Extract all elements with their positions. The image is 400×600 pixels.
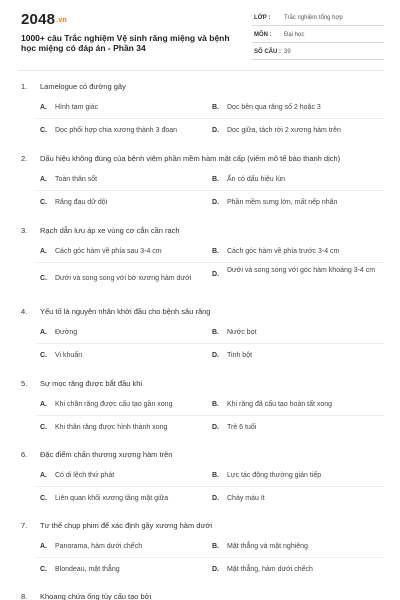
option-divider (35, 343, 384, 344)
meta-row-count (252, 45, 384, 60)
question-text: Khoang chứa ống tủy cấu tạo bởi (40, 592, 152, 600)
question-text: Lamelogue có đường gãy (40, 82, 126, 91)
option-text: Mặt thẳng và mặt nghiêng (227, 543, 308, 550)
meta-row-subject (252, 28, 384, 43)
option-text: Dưới và song song với bờ xương hàm dưới (55, 275, 192, 282)
question-number: 6. (21, 450, 28, 459)
option-divider (35, 118, 384, 119)
option-letter: A. (40, 472, 47, 479)
option-letter: B. (212, 401, 219, 408)
option-text: Dọc giữa, tách rời 2 xương hàm trên (227, 127, 341, 134)
document-header (0, 0, 400, 68)
option-letter: C. (40, 199, 47, 206)
question-number: 5. (21, 379, 28, 388)
option-text: Cách góc hàm về phía sau 3-4 cm (55, 248, 162, 255)
option-letter: B. (212, 472, 219, 479)
question-text: Tư thế chụp phim để xác định gãy xương hàm dưới (40, 521, 213, 530)
option-text: Khi chân răng được cấu tạo gần xong (55, 401, 173, 408)
meta-key: MÔN : (254, 32, 272, 38)
option-d[interactable] (212, 123, 372, 141)
option-a[interactable] (40, 244, 200, 262)
option-a[interactable] (40, 325, 200, 343)
option-text: Chảy máu ít (227, 495, 265, 502)
option-text: Khi răng đã cấu tạo hoàn tất xong (227, 401, 333, 408)
option-text: Hình tam giác (55, 104, 99, 111)
option-d[interactable] (212, 348, 372, 366)
option-letter: A. (40, 401, 47, 408)
meta-value: Đại học (284, 32, 305, 38)
option-text: Phần mềm sưng lớn, mất nếp nhăn (227, 199, 338, 206)
option-text: Đường (55, 329, 78, 336)
question-number: 7. (21, 521, 28, 530)
option-text: Cách góc hàm về phía trước 3-4 cm (227, 248, 340, 255)
option-letter: D. (212, 199, 219, 206)
option-letter: C. (40, 352, 47, 359)
option-letter: D. (212, 127, 219, 134)
option-d[interactable] (212, 195, 372, 213)
logo-suffix: .vn (56, 17, 67, 24)
option-c[interactable] (40, 348, 200, 366)
meta-key: LỚP : (254, 15, 271, 21)
option-text: Dọc bên qua răng số 2 hoặc 3 (227, 104, 321, 111)
option-divider (35, 262, 384, 263)
option-text: Mặt thẳng, hàm dưới chếch (227, 566, 313, 573)
option-a[interactable] (40, 468, 200, 486)
option-letter: A. (40, 543, 47, 550)
question-text: Đặc điểm chấn thương xương hàm trên (40, 450, 173, 459)
option-letter: A. (40, 176, 47, 183)
option-letter: C. (40, 424, 47, 431)
option-letter: C. (40, 275, 47, 282)
option-letter: A. (40, 104, 47, 111)
option-text: Dưới và song song với góc hàm khoảng 3-4 cm (227, 267, 376, 274)
option-c[interactable] (40, 271, 200, 289)
option-text: Panorama, hàm dưới chếch (55, 543, 143, 550)
question-number: 2. (21, 154, 28, 163)
site-logo[interactable] (21, 11, 67, 28)
option-text: Dọc phối hợp chia xương thành 3 đoạn (55, 127, 178, 134)
meta-value: 39 (284, 49, 291, 55)
option-divider (35, 486, 384, 487)
option-text: Khi thân răng được hình thành xong (55, 424, 168, 431)
option-text: Trẻ 6 tuổi (227, 424, 257, 431)
option-d[interactable] (212, 491, 372, 509)
option-letter: D. (212, 424, 219, 431)
option-letter: D. (212, 495, 219, 502)
document-title: 1000+ câu Trắc nghiệm Vệ sinh răng miệng và bệnh học miệng có đáp án - Phần 34 (21, 33, 230, 53)
option-c[interactable] (40, 123, 200, 141)
option-text: Liên quan khối xương tầng mặt giữa (55, 495, 169, 502)
option-letter: D. (212, 566, 219, 573)
option-b[interactable] (212, 325, 372, 343)
logo-text: 2048 (21, 11, 56, 28)
question-number: 1. (21, 82, 28, 91)
option-b[interactable] (212, 468, 372, 486)
option-a[interactable] (40, 100, 200, 118)
option-a[interactable] (40, 172, 200, 190)
option-c[interactable] (40, 420, 200, 438)
option-letter: B. (212, 176, 219, 183)
option-b[interactable] (212, 172, 372, 190)
option-letter: A. (40, 248, 47, 255)
question-text: Sự mọc răng được bắt đầu khi (40, 379, 143, 388)
meta-key: SỐ CÂU : (254, 49, 281, 55)
option-letter: B. (212, 248, 219, 255)
option-text: Răng đau dữ dội (55, 199, 108, 206)
option-c[interactable] (40, 562, 200, 580)
question-text: Dấu hiệu không đúng của bệnh viêm phần mềm hàm mặt cấp (viêm mô tế bào thanh dịch) (40, 154, 341, 163)
option-b[interactable] (212, 100, 372, 118)
option-text: Nước bọt (227, 329, 257, 336)
option-d[interactable] (212, 266, 376, 284)
option-letter: C. (40, 495, 47, 502)
option-divider (35, 557, 384, 558)
option-letter: A. (40, 329, 47, 336)
option-text: Blondeau, mặt thẳng (55, 566, 120, 573)
option-letter: D. (212, 352, 219, 359)
option-b[interactable] (212, 539, 372, 557)
option-letter: B. (212, 543, 219, 550)
option-text: Tinh bột (227, 352, 253, 359)
option-text: Ấn có dấu hiệu lún (227, 176, 285, 183)
option-text: Vi khuẩn (55, 352, 83, 359)
header-divider (18, 70, 384, 71)
option-letter: C. (40, 127, 47, 134)
option-b[interactable] (212, 244, 372, 262)
question-number: 3. (21, 226, 28, 235)
option-c[interactable] (40, 491, 200, 509)
question-number: 8. (21, 592, 28, 600)
option-b[interactable] (212, 397, 372, 415)
option-text: Lực tác động thường gián tiếp (227, 472, 322, 479)
option-a[interactable] (40, 539, 200, 557)
option-letter: B. (212, 104, 219, 111)
meta-value: Trắc nghiệm tổng hợp (284, 15, 343, 21)
question-text: Rạch dẫn lưu áp xe vùng cơ cắn cần rạch (40, 226, 180, 235)
option-d[interactable] (212, 562, 372, 580)
option-letter: B. (212, 329, 219, 336)
option-a[interactable] (40, 397, 200, 415)
option-letter: D. (212, 271, 219, 278)
question-number: 4. (21, 307, 28, 316)
option-d[interactable] (212, 420, 372, 438)
meta-row-class (252, 11, 384, 26)
option-letter: C. (40, 566, 47, 573)
option-text: Có di lệch thứ phát (55, 472, 115, 479)
question-text: Yếu tố là nguyên nhân khởi đầu cho bệnh sâu răng (40, 307, 211, 316)
option-divider (35, 190, 384, 191)
option-c[interactable] (40, 195, 200, 213)
option-text: Toàn thân sốt (55, 176, 98, 183)
option-divider (35, 415, 384, 416)
